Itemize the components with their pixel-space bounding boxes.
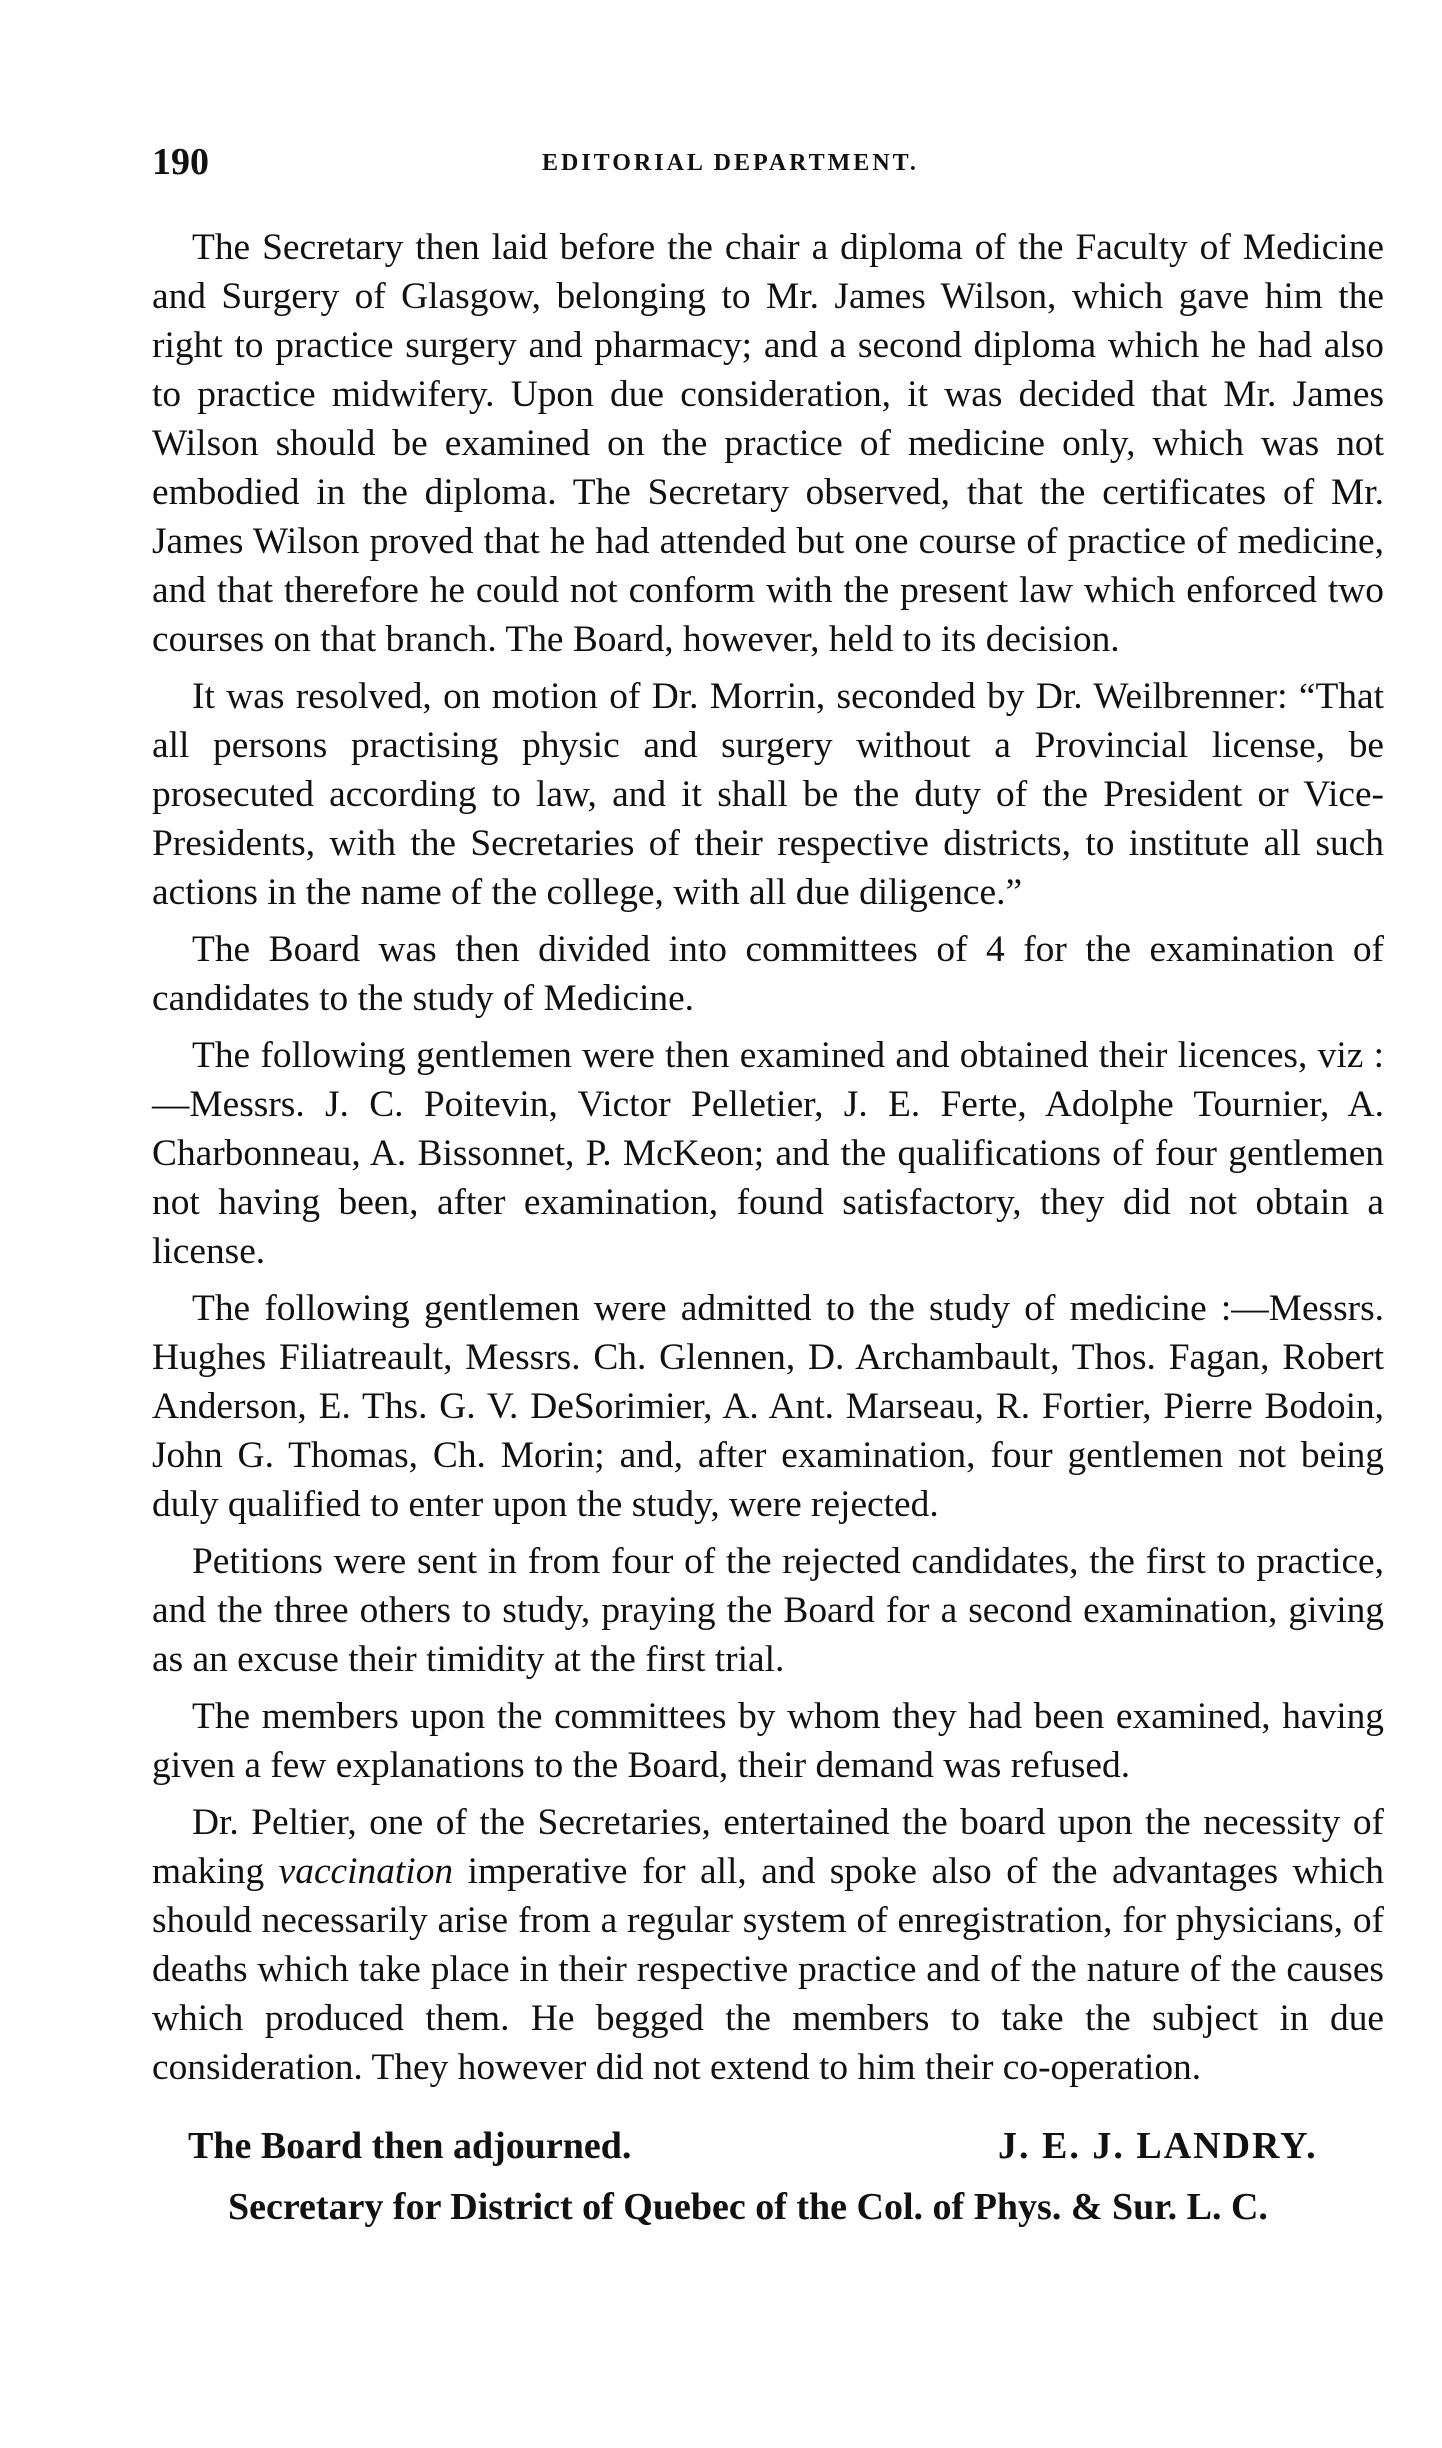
secretary-title: Secretary for District of Quebec of the Col. of Phys. & Sur. L. C. [228, 2186, 1268, 2228]
paragraph-licences: The following gentlemen were then examined and obtained their licences, viz :—Messrs. J. C. Poitevin, Victor Pelletier, J. E. Ferte, Adolphe Tournier, A. Charbonneau, A. Bissonnet, P. McKeon; and the qualifications of four gentlemen not having been, after examination, found satisfactory, they did not obtain a license. [152, 1035, 1384, 1272]
paragraph-resolution: It was resolved, on motion of Dr. Morrin, seconded by Dr. Weilbrenner: “That all persons practising physic and surgery without a Provincial license, be prosecuted according to law, and it shall be the duty of the President or Vice-Presidents, with the Secretaries of their respective districts, to institute all such actions in the name of the college, with all due diligence.” [152, 676, 1384, 913]
paragraph-admitted: The following gentlemen were admitted to the study of medicine :—Messrs. Hughes Filiatreault, Messrs. Ch. Glennen, D. Archambault, Thos. Fagan, Robert Anderson, E. Ths. G. V. DeSorimier, A. Ant. Marseau, R. Fortier, Pierre Bodoin, John G. Thomas, Ch. Morin; and, after examination, four gentlemen not being duly qualified to enter upon the study, were rejected. [152, 1288, 1384, 1525]
adjourned-text: The Board then adjourned. [188, 2125, 632, 2167]
vaccination-text-before: Dr. Peltier, one of the Secretaries, entertained the board upon the necessity of making [152, 1802, 1384, 1892]
paragraph-refused: The members upon the committees by whom they had been examined, having given a few explanations to the Board, their demand was refused. [152, 1696, 1384, 1786]
body-text [152, 223, 1384, 2100]
signer-name: J. E. J. LANDRY. [998, 2125, 1318, 2167]
vaccination-emphasis: vaccination [278, 1851, 454, 1892]
page-number: 190 [152, 141, 209, 183]
running-head [152, 140, 1392, 200]
running-title: EDITORIAL DEPARTMENT. [542, 150, 919, 176]
paragraph-vaccination [152, 1798, 1384, 2092]
paragraph-diploma: The Secretary then laid before the chair a diploma of the Faculty of Medicine and Surgery of Glasgow, belonging to Mr. James Wilson, which gave him the right to practice surgery and pharmacy; and a second diploma which he had also to practice midwifery. Upon due consideration, it was decided that Mr. James Wilson should be examined on the practice of medicine only, which was not embodied in the diploma. The Secretary observed, that the certificates of Mr. James Wilson proved that he had attended but one course of practice of medicine, and that therefore he could not conform with the present law which enforced two courses on that branch. The Board, however, held to its decision. [152, 227, 1384, 660]
paragraph-committees: The Board was then divided into committees of 4 for the examination of candidates to the study of Medicine. [152, 929, 1384, 1019]
vaccination-text-after: imperative for all, and spoke also of the advantages which should necessarily arise from a regular system of enregistration, for physicians, of deaths which take place in their respective practice and of the nature of the causes which produced them. He begged the members to take the subject in due consideration. They however did not extend to him their co-operation. [152, 1851, 1384, 2088]
paragraph-petitions: Petitions were sent in from four of the rejected candidates, the first to practice, and the three others to study, praying the Board for a second examination, giving as an excuse their timidity at the first trial. [152, 1541, 1384, 1680]
